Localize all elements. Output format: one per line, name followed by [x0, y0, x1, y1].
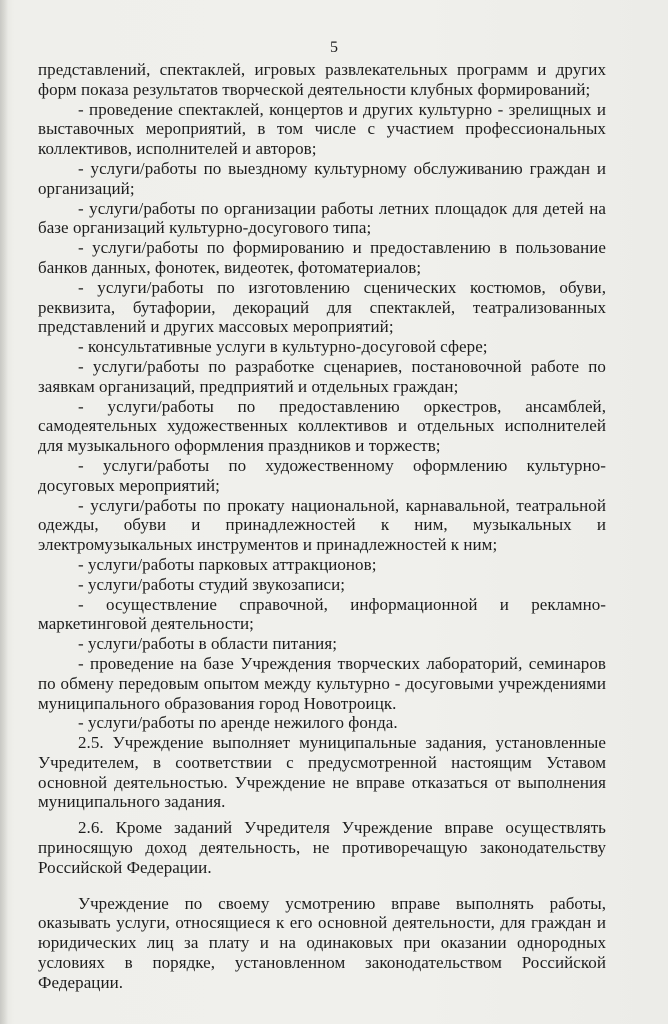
list-item-outreach-services: - услуги/работы по выездному культурному обслуживанию граждан и организаций; — [38, 158, 606, 198]
page-number: 5 — [330, 39, 338, 56]
list-item-attractions: - услуги/работы парковых аттракционов; — [78, 554, 377, 574]
list-item-scripts: - услуги/работы по разработке сценариев, постановочной работе по заявкам организаций, предприятий и отдельных граждан; — [38, 356, 606, 396]
list-item-decoration: - услуги/работы по художественному оформлению культурно-досуговых мероприятий; — [38, 455, 606, 495]
paragraph-paid-services: Учреждение по своему усмотрению вправе выполнять работы, оказывать услуги, относящиеся к его основной деятельности, для граждан и юридических лиц за плату и на одинаковых при оказании однородных условиях в порядке, установленном законодательством Российской Федерации. — [38, 893, 606, 992]
list-item-performances: - проведение спектаклей, концертов и других культурно - зрелищных и выставочных мероприятий, в том числе с участием профессиональных коллективов, исполнителей и авторов; — [38, 99, 606, 159]
list-item-catering: - услуги/работы в области питания; — [78, 634, 337, 654]
list-item-databases: - услуги/работы по формированию и предоставлению в пользование банков данных, фонотек, видеотек, фотоматериалов; — [38, 238, 606, 277]
list-item-consulting: - консультативные услуги в культурно-досуговой сфере; — [78, 337, 488, 357]
page-edge-shadow — [0, 0, 8, 1024]
list-item-rental: - услуги/работы по прокату национальной, карнавальной, театральной одежды, обуви и принадлежностей к ним, музыкальных и электромузыкальных инструментов и принадлежностей к ним; — [38, 495, 606, 555]
list-item-costumes: - услуги/работы по изготовлению сценических костюмов, обуви, реквизита, бутафории, декораций для спектаклей, театрализованных представлений и других массовых мероприятий; — [38, 277, 606, 337]
list-item-laboratories: - проведение на базе Учреждения творческих лабораторий, семинаров по обмену передовым опытом между культурно - досуговыми учреждениями муниципального образования город Новотроицк. — [38, 653, 606, 713]
list-item-lease: - услуги/работы по аренде нежилого фонда. — [78, 713, 398, 733]
list-item-recording-studios: - услуги/работы студий звукозаписи; — [78, 574, 345, 594]
clause-2-6: 2.6. Кроме заданий Учредителя Учреждение вправе осуществлять приносящую доход деятельность, не противоречащую законодательству Российской Федерации. — [38, 818, 606, 877]
clause-2-5: 2.5. Учреждение выполняет муниципальные задания, установленные Учредителем, в соответствии с предусмотренной настоящим Уставом основной деятельностью. Учреждение не вправе отказаться от выполнения муниципального задания. — [38, 733, 606, 812]
paragraph-continuation: представлений, спектаклей, игровых развлекательных программ и других форм показа результатов творческой деятельности клубных формирований; — [38, 60, 606, 99]
list-item-summer-playgrounds: - услуги/работы по организации работы летних площадок для детей на базе организаций культурно-досугового типа; — [38, 198, 606, 238]
document-body — [38, 60, 606, 993]
list-item-marketing: - осуществление справочной, информационной и рекламно-маркетинговой деятельности; — [38, 594, 606, 634]
list-item-orchestras: - услуги/работы по предоставлению оркестров, ансамблей, самодеятельных художественных коллективов и отдельных исполнителей для музыкального оформления праздников и торжеств; — [38, 396, 606, 456]
